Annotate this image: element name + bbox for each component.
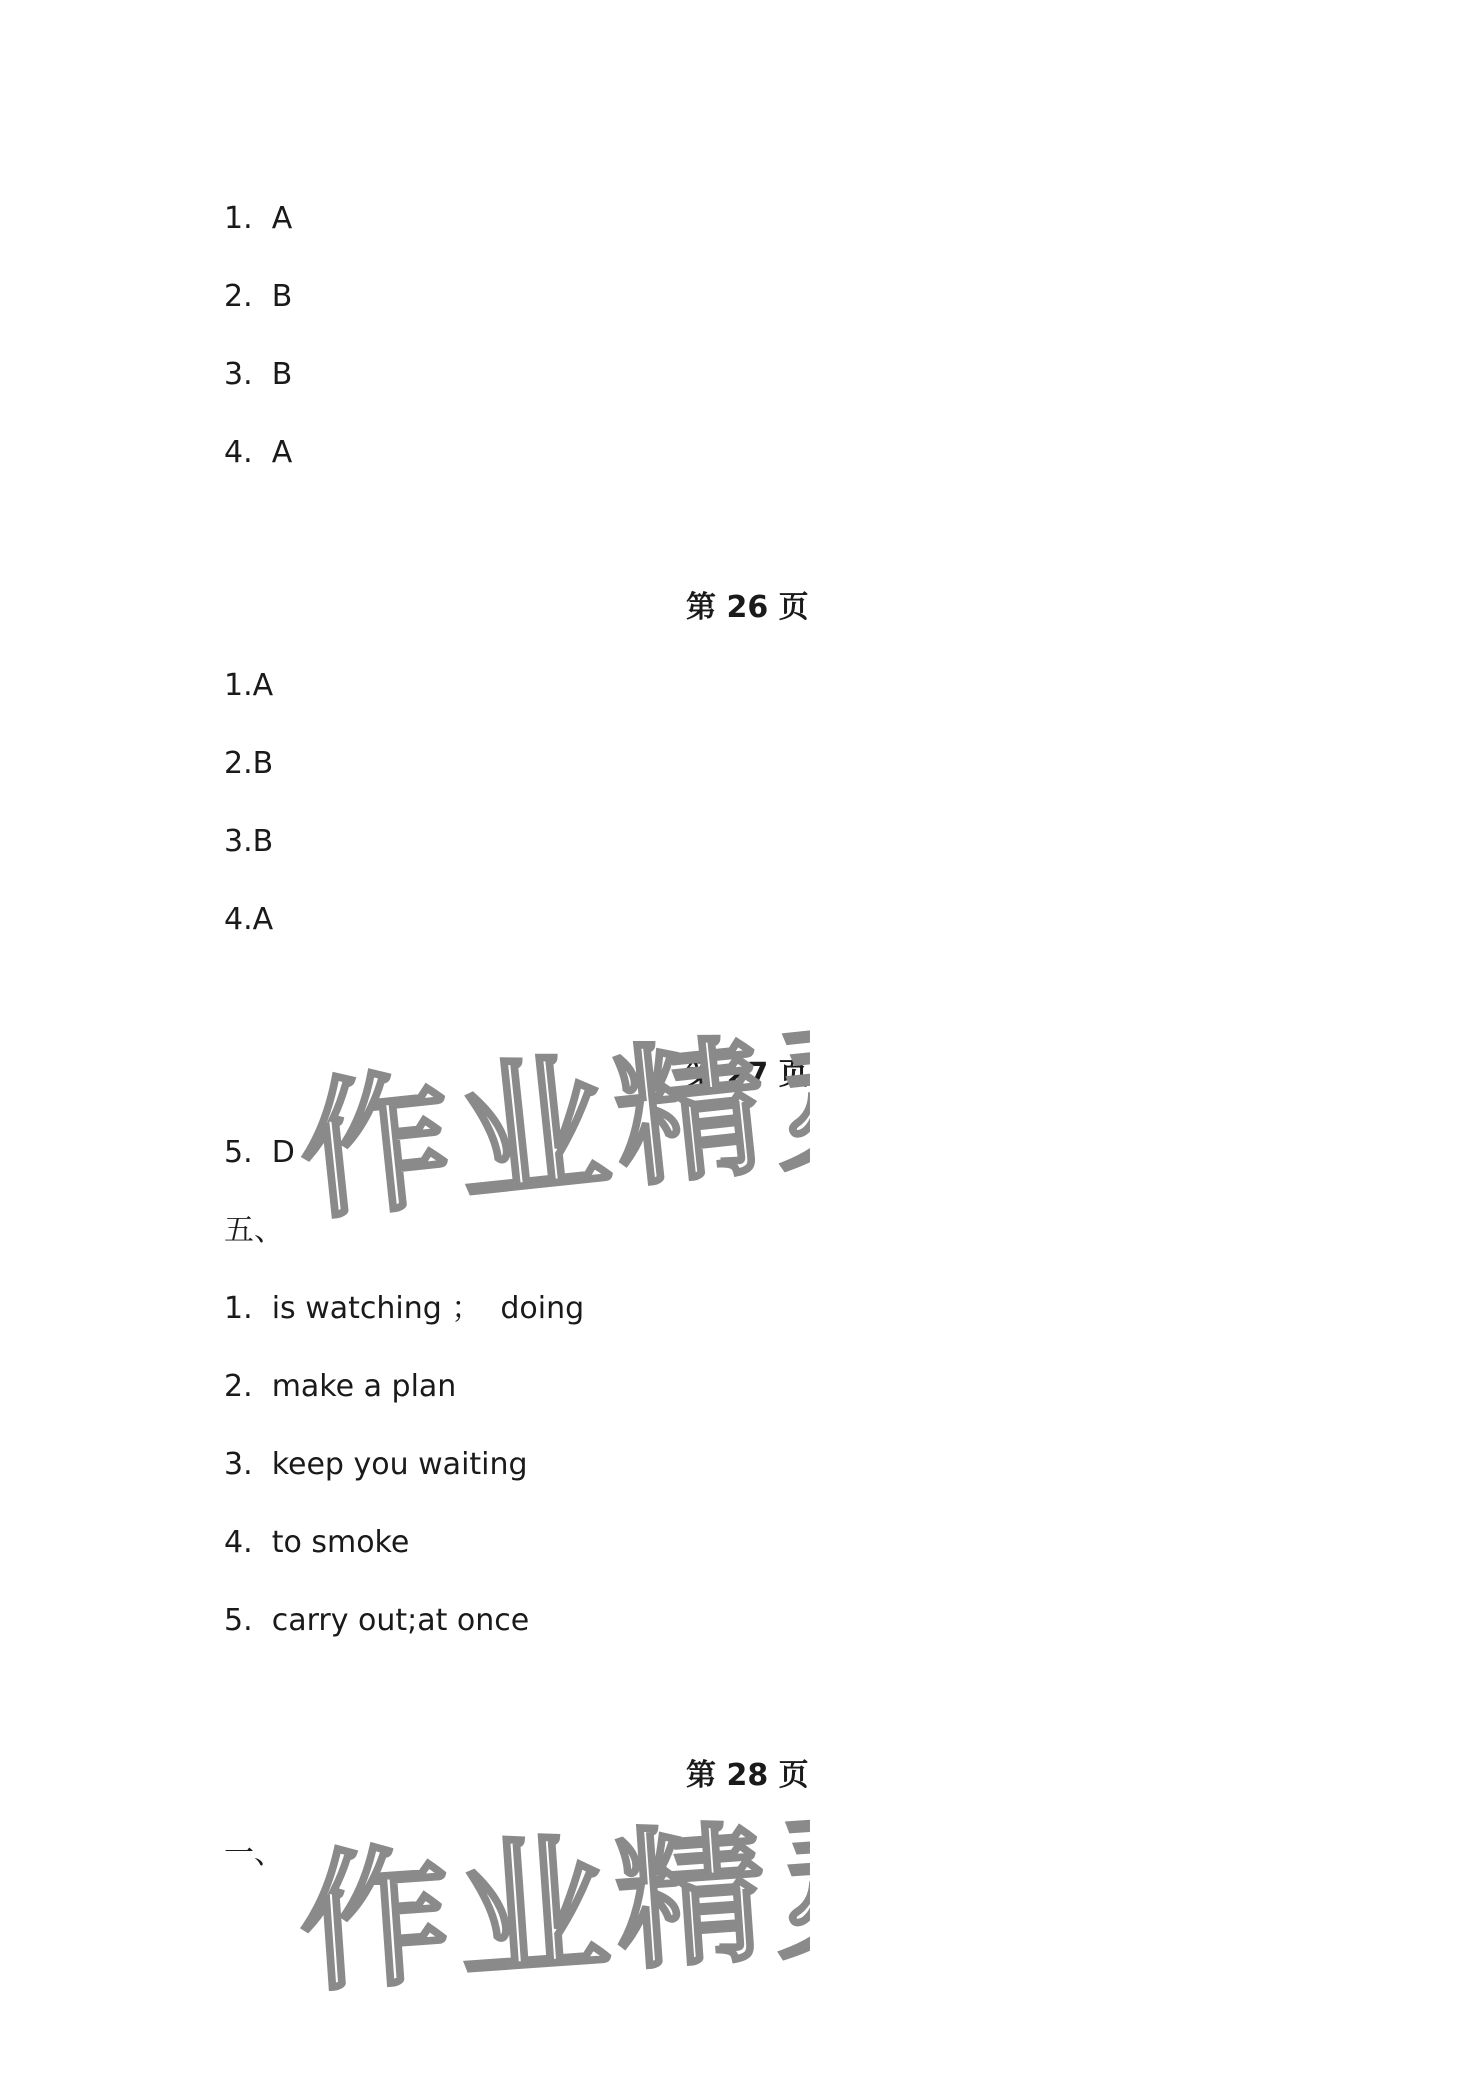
answer-line: 3. B bbox=[224, 357, 293, 392]
answer-line: 2. B bbox=[224, 279, 293, 314]
watermark-logo bbox=[290, 1800, 810, 2024]
section-label: 五、 bbox=[224, 1213, 284, 1248]
answer-line: 2. make a plan bbox=[224, 1369, 457, 1404]
answer-line: 3.B bbox=[224, 824, 274, 859]
answer-line: 3. keep you waiting bbox=[224, 1447, 528, 1482]
answer-line: 1. is watching ； doing bbox=[224, 1291, 585, 1326]
answer-line: 4.A bbox=[224, 902, 274, 937]
watermark-text: 作业精灵 bbox=[294, 1800, 810, 2014]
watermark-text: 作业精灵 bbox=[292, 1020, 810, 1240]
page-heading-26: 第 26 页 bbox=[686, 590, 809, 625]
answer-line: 4. to smoke bbox=[224, 1525, 410, 1560]
answer-line: 2.B bbox=[224, 746, 274, 781]
answer-line: 1.A bbox=[224, 668, 274, 703]
section-label: 一、 bbox=[224, 1836, 284, 1871]
answer-line: 4. A bbox=[224, 435, 293, 470]
answer-line: 1. A bbox=[224, 201, 293, 236]
answer-line: 5. carry out;at once bbox=[224, 1603, 530, 1638]
page-heading-27: 第 27 页 bbox=[686, 1057, 809, 1092]
answer-line: 5. D bbox=[224, 1135, 295, 1170]
page-heading-28: 第 28 页 bbox=[686, 1758, 809, 1793]
watermark-logo bbox=[290, 1020, 810, 1244]
